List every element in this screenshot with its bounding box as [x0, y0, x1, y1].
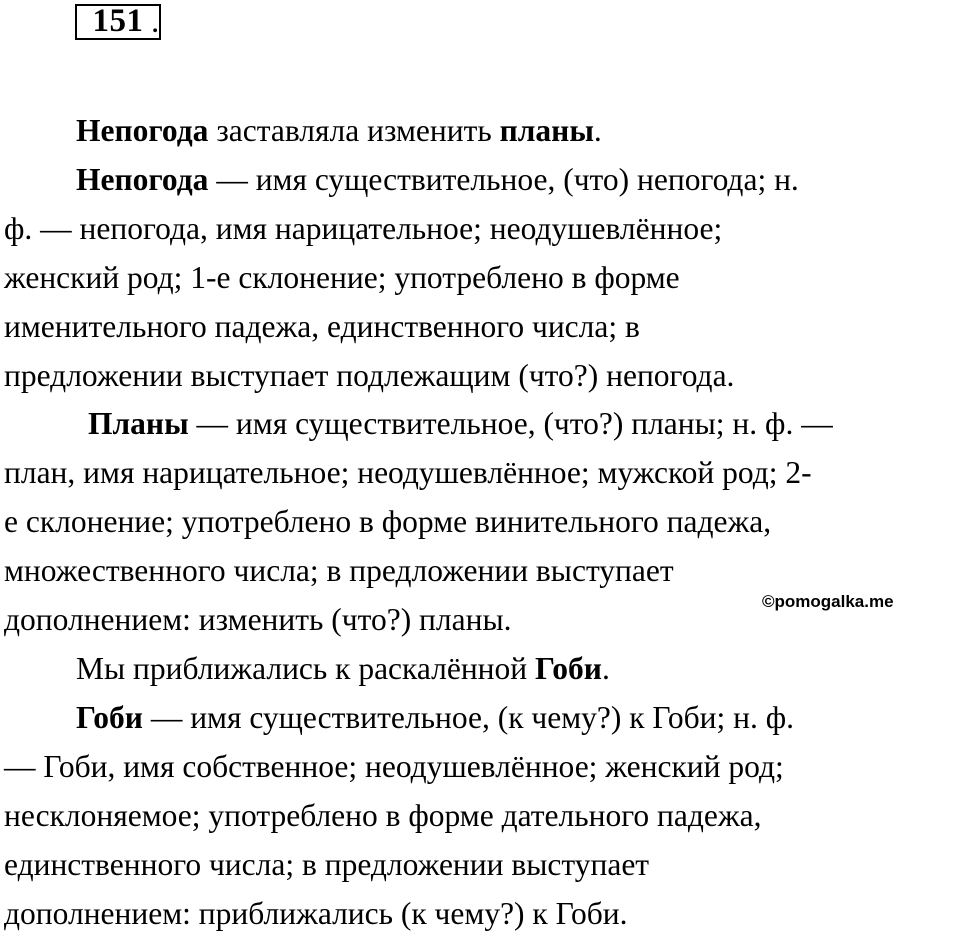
text-line — [4, 400, 959, 449]
text-span: . — [602, 651, 610, 686]
text-line: дополнением: изменить (что?) планы. — [4, 596, 959, 645]
document-body — [4, 107, 959, 938]
bold-word: Непогода — [76, 113, 208, 148]
text-line: единственного числа; в предложении выступает — [4, 841, 959, 890]
text-line: план, имя нарицательное; неодушевлённое; мужской род; 2- — [4, 449, 959, 498]
text-span: . — [594, 113, 602, 148]
text-line: — Гоби, имя собственное; неодушевлённое; женский род; — [4, 743, 959, 792]
watermark: ©pomogalka.me — [762, 592, 894, 612]
text-line: е склонение; употреблено в форме винительного падежа, — [4, 498, 959, 547]
text-line: ф. — непогода, имя нарицательное; неодушевлённое; — [4, 205, 959, 254]
text-line: несклоняемое; употреблено в форме дательного падежа, — [4, 792, 959, 841]
text-line: дополнением: приближались (к чему?) к Гоби. — [4, 890, 959, 938]
text-line: предложении выступает подлежащим (что?) непогода. — [4, 352, 959, 401]
bold-word: Планы — [88, 406, 189, 441]
sentence-2 — [4, 645, 959, 694]
bold-word: Гоби — [535, 651, 602, 686]
text-line: множественного числа; в предложении выступает — [4, 547, 959, 596]
text-line — [4, 156, 959, 205]
text-line: женский род; 1-е склонение; употреблено в форме — [4, 254, 959, 303]
text-line: именительного падежа, единственного числа; в — [4, 303, 959, 352]
text-span: заставляла изменить — [208, 113, 499, 148]
sentence-1 — [4, 107, 959, 156]
analysis-gobi — [4, 694, 959, 938]
exercise-number-box — [75, 4, 161, 40]
analysis-nepogoda — [4, 156, 959, 401]
bold-word: Гоби — [76, 700, 143, 735]
text-span: Мы приближались к раскалённой — [76, 651, 535, 686]
bold-word: планы — [500, 113, 594, 148]
text-span: — имя существительное, (к чему?) к Гоби; н. ф. — [143, 700, 794, 735]
bold-word: Непогода — [76, 162, 208, 197]
exercise-number-dot: . — [151, 4, 159, 40]
text-span: — имя существительное, (что?) планы; н. ф. — — [189, 406, 833, 441]
text-line — [4, 694, 959, 743]
exercise-number: 151 — [93, 3, 144, 39]
text-span: — имя существительное, (что) непогода; н. — [208, 162, 798, 197]
